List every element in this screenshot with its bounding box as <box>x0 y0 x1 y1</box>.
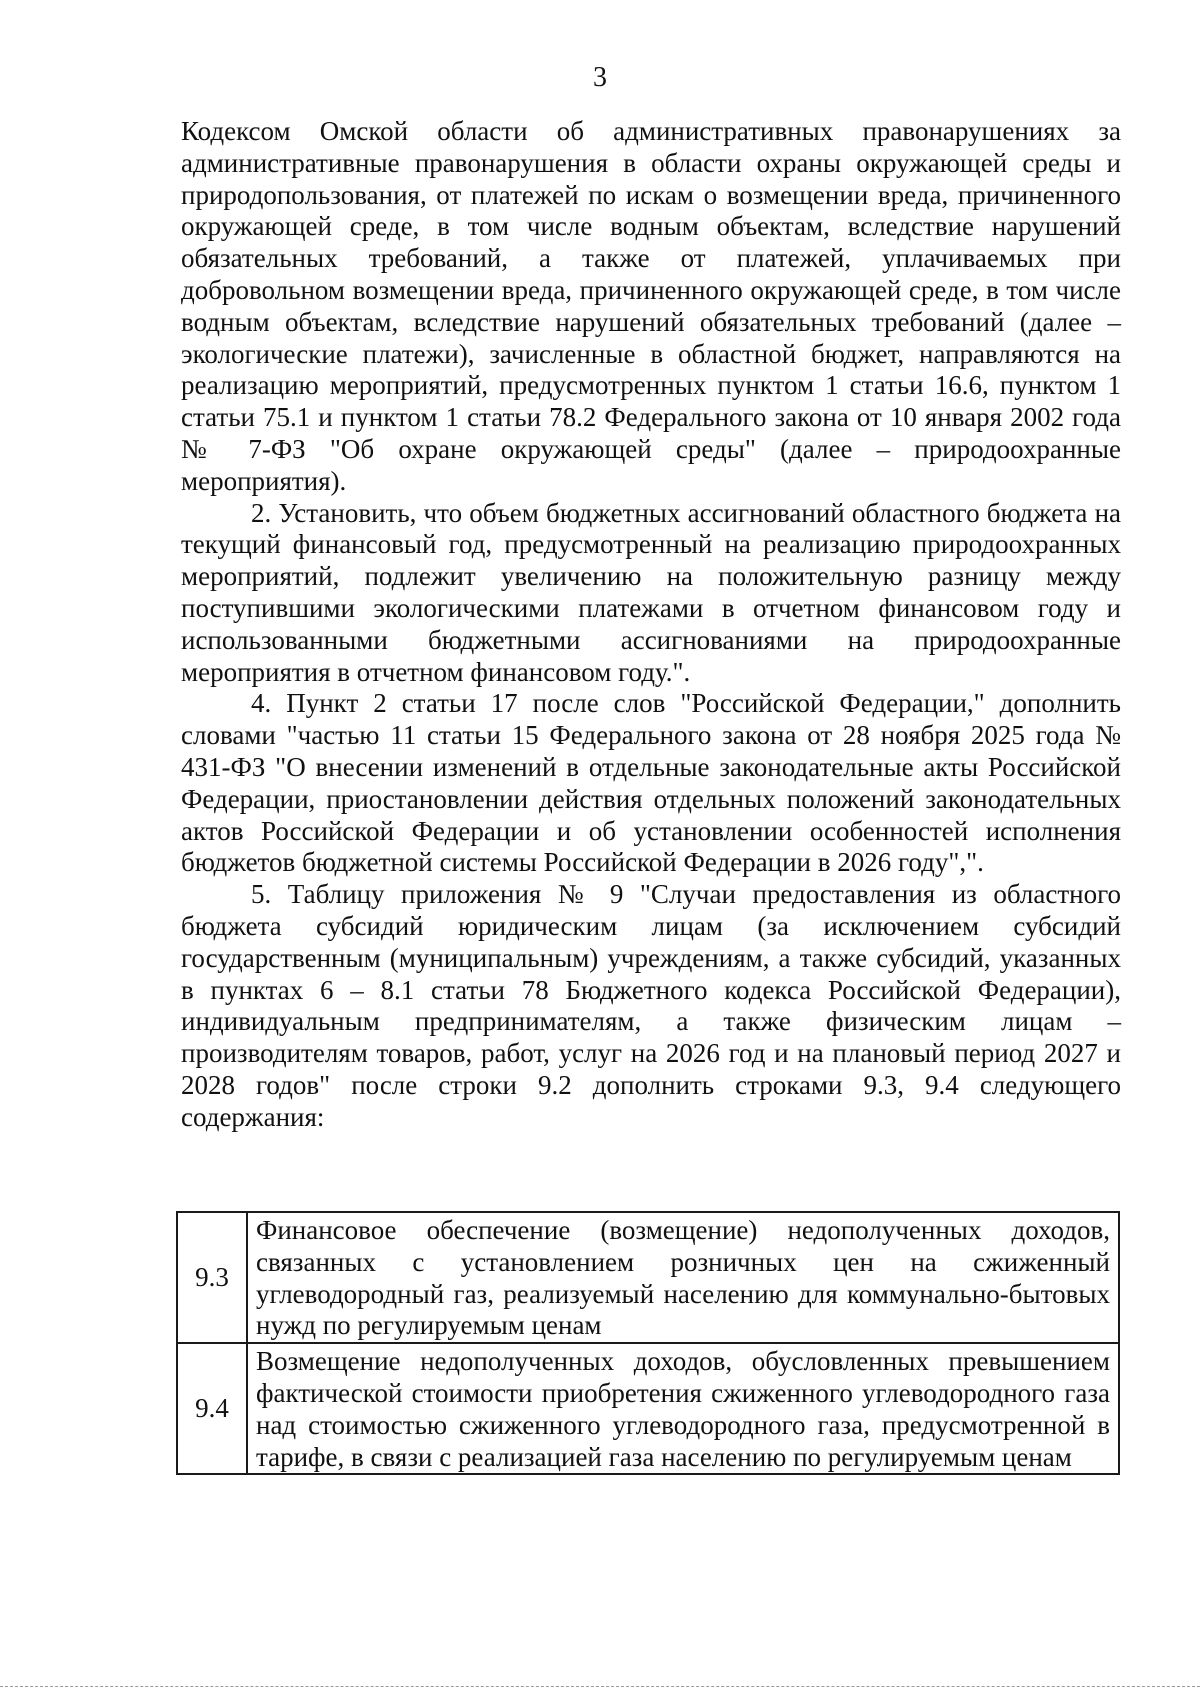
row-number: 9.4 <box>177 1343 247 1474</box>
table-row <box>177 1343 1119 1474</box>
amendment-table <box>176 1211 1120 1475</box>
page-number: 3 <box>593 62 607 93</box>
row-number: 9.3 <box>177 1212 247 1343</box>
row-text: Возмещение недополученных доходов, обусловленных превышением фактической стоимости приобретения сжиженного углеводородного газа над стоимостью сжиженного углеводородного газа, предусмотренной в тарифе, в связи с реализацией газа населению по регулируемым ценам <box>247 1343 1119 1474</box>
paragraph-item-2: 2. Установить, что объем бюджетных ассигнований областного бюджета на текущий финансовый год, предусмотренный на реализацию природоохранных мероприятий, подлежит увеличению на положительную разницу между поступившими экологическими платежами в отчетном финансовом году и использованными бюджетными ассигнованиями на природоохранные мероприятия в отчетном финансовом году.". <box>181 497 1121 687</box>
scan-edge-line <box>0 1686 1200 1687</box>
table-row <box>177 1212 1119 1343</box>
paragraph-item-5: 5. Таблицу приложения № 9 "Случаи предоставления из областного бюджета субсидий юридическим лицам (за исключением субсидий государственным (муниципальным) учреждениям, а также субсидий, указанных в пунктах 6 – 8.1 статьи 78 Бюджетного кодекса Российской Федерации), индивидуальным предпринимателям, а также физическим лицам – производителям товаров, работ, услуг на 2026 год и на плановый период 2027 и 2028 годов" после строки 9.2 дополнить строками 9.3, 9.4 следующего содержания: <box>181 879 1121 1132</box>
paragraph-continuation: Кодексом Омской области об административных правонарушениях за административные правонарушения в области охраны окружающей среды и природопользования, от платежей по искам о возмещении вреда, причиненного окружающей среде, в том числе водным объектам, вследствие нарушений обязательных требований, а также от платежей, уплачиваемых при добровольном возмещении вреда, причиненного окружающей среде, в том числе водным объектам, вследствие нарушений обязательных требований (далее – экологические платежи), зачисленные в областной бюджет, направляются на реализацию мероприятий, предусмотренных пунктом 1 статьи 16.6, пунктом 1 статьи 75.1 и пунктом 1 статьи 78.2 Федерального закона от 10 января 2002 года № 7-ФЗ "Об охране окружающей среды" (далее – природоохранные мероприятия). <box>181 116 1121 496</box>
document-body <box>181 116 1121 1134</box>
row-text: Финансовое обеспечение (возмещение) недополученных доходов, связанных с установлением розничных цен на сжиженный углеводородный газ, реализуемый населению для коммунально-бытовых нужд по регулируемым ценам <box>247 1212 1119 1343</box>
paragraph-item-4: 4. Пункт 2 статьи 17 после слов "Российской Федерации," дополнить словами "частью 11 статьи 15 Федерального закона от 28 ноября 2025 года № 431-ФЗ "О внесении изменений в отдельные законодательные акты Российской Федерации, приостановлении действия отдельных положений законодательных актов Российской Федерации и об установлении особенностей исполнения бюджетов бюджетной системы Российской Федерации в 2026 году",". <box>181 688 1121 878</box>
